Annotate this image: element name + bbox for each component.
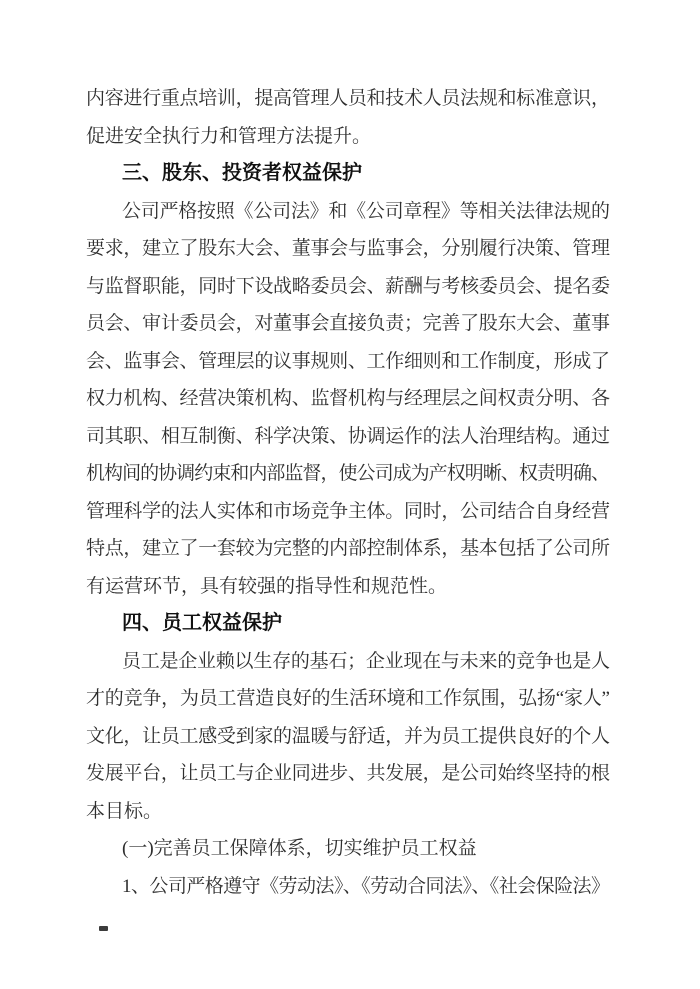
line-text: 与监督职能，同时下设战略委员会、薪酬与考核委员会、提名委	[86, 275, 610, 297]
body-line	[86, 418, 610, 456]
line-text: 公司严格按照《公司法》和《公司章程》等相关法律法规的	[122, 200, 610, 222]
body-line	[86, 755, 610, 793]
body-line	[86, 118, 610, 156]
body-line	[86, 343, 610, 381]
line-text: 要求，建立了股东大会、董事会与监事会，分别履行决策、管理	[86, 238, 610, 259]
body-line	[86, 793, 610, 831]
line-text: 员会、审计委员会，对董事会直接负责；完善了股东大会、董事	[86, 313, 610, 334]
body-line	[86, 380, 610, 418]
smudge-mark	[99, 926, 108, 931]
line-text: 促进安全执行力和管理方法提升。	[86, 125, 372, 147]
line-text: 才的竞争，为员工营造良好的生活环境和工作氛围，弘扬“家人”	[86, 688, 610, 709]
line-text: 员工是企业赖以生存的基石；企业现在与未来的竞争也是人	[122, 650, 610, 672]
body-line	[86, 830, 610, 868]
line-text: 管理科学的法人实体和市场竞争主体。同时，公司结合自身经营	[86, 500, 610, 522]
body-line	[86, 868, 610, 906]
body-line	[86, 230, 610, 268]
line-text: 内容进行重点培训，提高管理人员和技术人员法规和标准意识，	[86, 88, 610, 109]
line-text: 机构间的协调约束和内部监督，使公司成为产权明晰、权责明确、	[86, 463, 610, 484]
line-text: 1、公司严格遵守《劳动法》、《劳动合同法》、《社会保险法》	[122, 875, 610, 897]
body-line	[86, 305, 610, 343]
body-line	[86, 643, 610, 681]
line-text: 司其职、相互制衡、科学决策、协调运作的法人治理结构。通过	[86, 425, 610, 447]
section-heading	[86, 155, 610, 193]
line-text: (一)完善员工保障体系，切实维护员工权益	[122, 838, 477, 859]
body-line	[86, 680, 610, 718]
line-text: 文化，让员工感受到家的温暖与舒适，并为员工提供良好的个人	[86, 725, 610, 747]
body-line	[86, 530, 610, 568]
line-text: 本目标。	[86, 800, 163, 822]
line-text: 有运营环节，具有较强的指导性和规范性。	[86, 575, 448, 597]
body-line	[86, 268, 610, 306]
line-text: 三、股东、投资者权益保护	[122, 162, 362, 184]
body-line	[86, 455, 610, 493]
text-block	[86, 80, 610, 905]
line-text: 四、员工权益保护	[122, 612, 282, 634]
body-line	[86, 568, 610, 606]
section-heading	[86, 605, 610, 643]
line-text: 权力机构、经营决策机构、监督机构与经理层之间权责分明、各	[86, 388, 610, 409]
body-line	[86, 493, 610, 531]
body-line	[86, 718, 610, 756]
body-line	[86, 193, 610, 231]
line-text: 特点，建立了一套较为完整的内部控制体系，基本包括了公司所	[86, 538, 610, 559]
line-text: 会、监事会、管理层的议事规则、工作细则和工作制度，形成了	[86, 350, 610, 372]
body-line	[86, 80, 610, 118]
line-text: 发展平台，让员工与企业同进步、共发展，是公司始终坚持的根	[86, 763, 610, 784]
